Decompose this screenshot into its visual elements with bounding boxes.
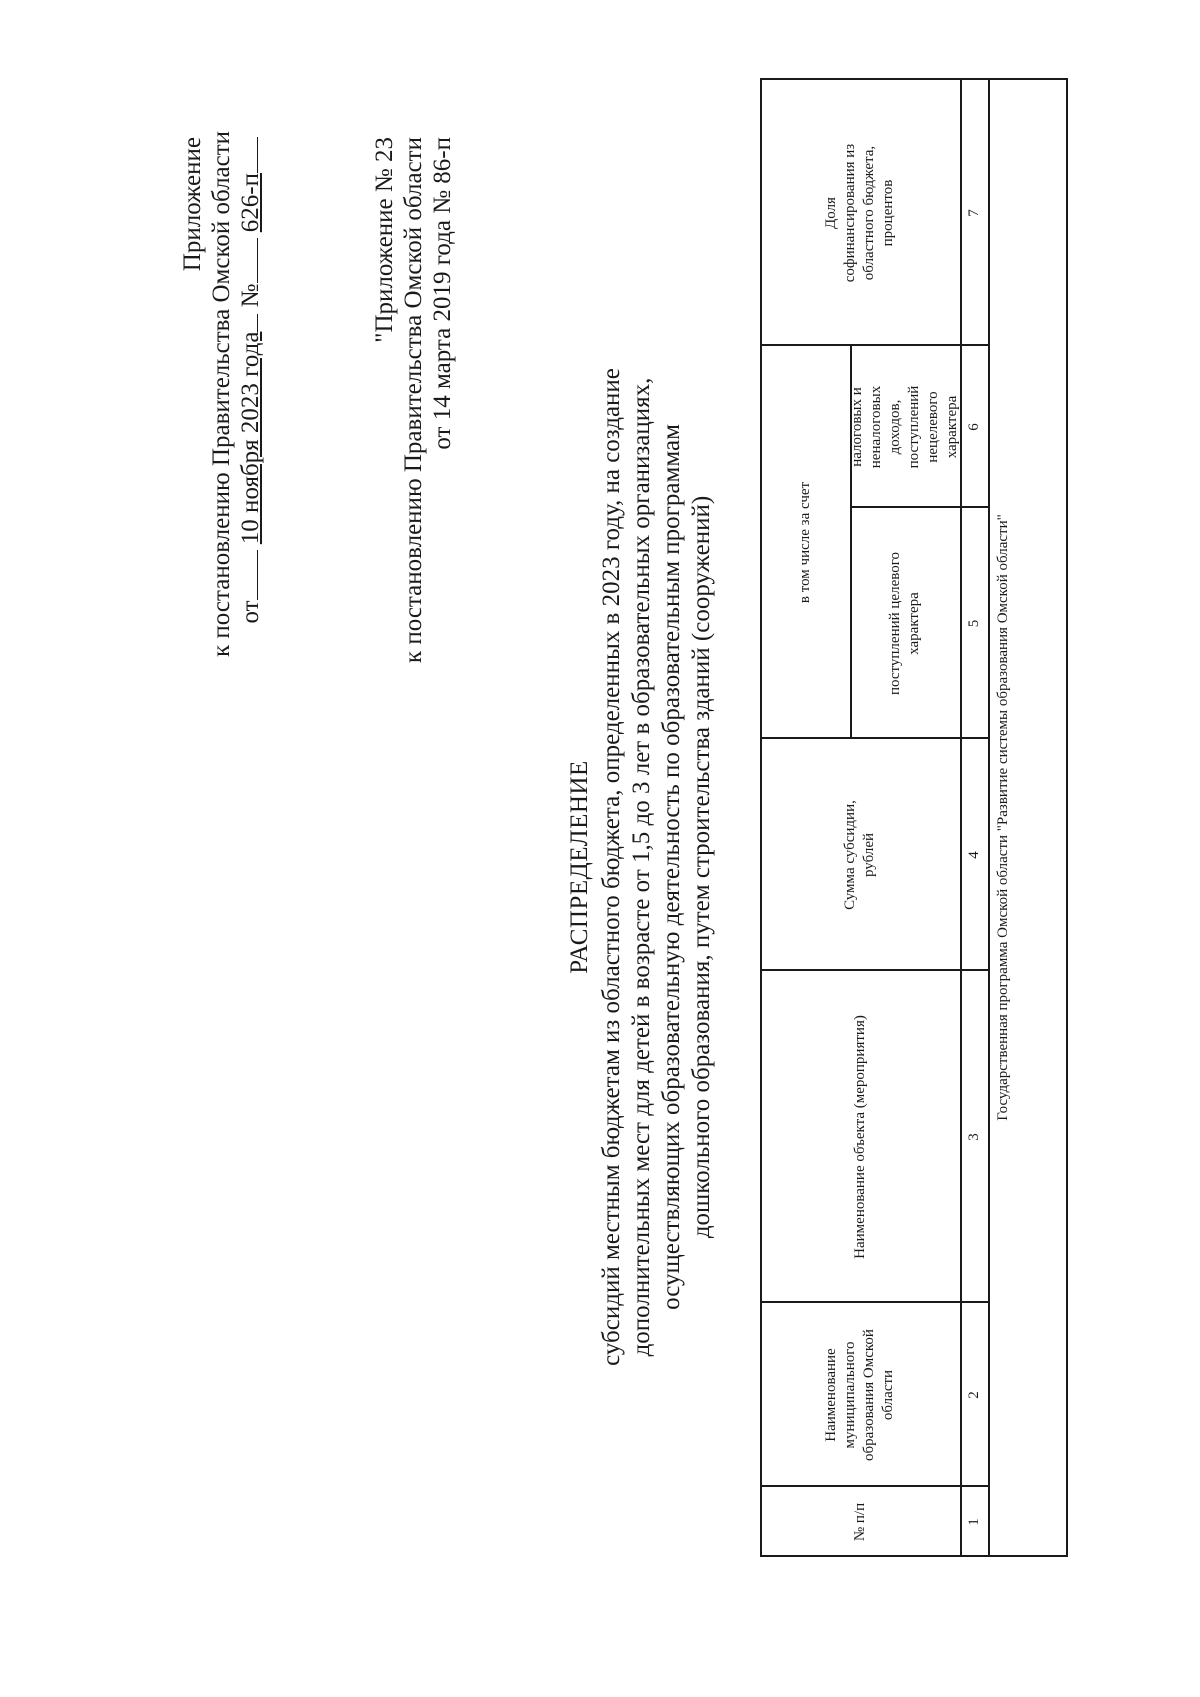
- previous-appendix-title: "Приложение № 23: [371, 137, 398, 343]
- title-line: субсидий местным бюджетам из областного бюджета, определенных в 2023 году, на создание: [598, 368, 625, 1366]
- title-line: осуществляющих образовательную деятельность по образовательным программам: [658, 424, 685, 1310]
- column-number: 5: [965, 619, 982, 628]
- header-object: Наименование объекта (мероприятия): [851, 1015, 868, 1259]
- document-title: [565, 217, 717, 1517]
- previous-appendix-line: к постановлению Правительства Омской области: [400, 137, 427, 664]
- header-municipality: Наименование муниципального образования Омской области: [823, 1329, 896, 1461]
- column-number: 3: [965, 1133, 982, 1141]
- column-number: 1: [965, 1518, 982, 1526]
- program-row: Государственная программа Омской области "Развитие системы образования Омской области": [994, 514, 1011, 1121]
- previous-appendix-block: [370, 137, 457, 717]
- approval-line: к постановлению Правительства Омской области: [208, 130, 235, 657]
- header-tax-revenues: налоговых и неналоговых доходов, поступлений нецелевого характера: [849, 385, 960, 469]
- document-heading: РАСПРЕДЕЛЕНИЕ: [566, 760, 593, 974]
- column-number: 2: [965, 1391, 982, 1399]
- header-cofinancing-share: Доля софинансирования из областного бюджета, процентов: [823, 143, 896, 283]
- header-targeted-receipts: поступлений целевого характера: [887, 552, 922, 696]
- approval-no-sign: №: [237, 283, 264, 308]
- distribution-table: [760, 78, 1068, 1557]
- approval-ot: от: [237, 600, 264, 624]
- column-number: 7: [965, 209, 982, 217]
- title-line: дошкольного образования, путем строительства зданий (сооружений): [688, 495, 715, 1239]
- approval-block: [178, 130, 265, 657]
- header-number: № п/п: [851, 1502, 868, 1542]
- column-number: 4: [965, 851, 982, 859]
- approval-date-line: [236, 137, 265, 657]
- header-subsidy-sum: Сумма субсидии, рублей: [842, 800, 877, 910]
- approval-title: Приложение: [179, 137, 206, 272]
- previous-appendix-date: от 14 марта 2019 года № 86-п: [429, 137, 456, 450]
- title-line: дополнительных мест для детей в возрасте от 1,5 до 3 лет в образовательных организациях,: [628, 377, 655, 1357]
- header-including-group: в том числе за счет: [796, 481, 813, 604]
- approval-number: 626-п: [237, 173, 264, 233]
- approval-date: 10 ноября 2023 года: [237, 331, 264, 545]
- column-number: 6: [965, 423, 982, 431]
